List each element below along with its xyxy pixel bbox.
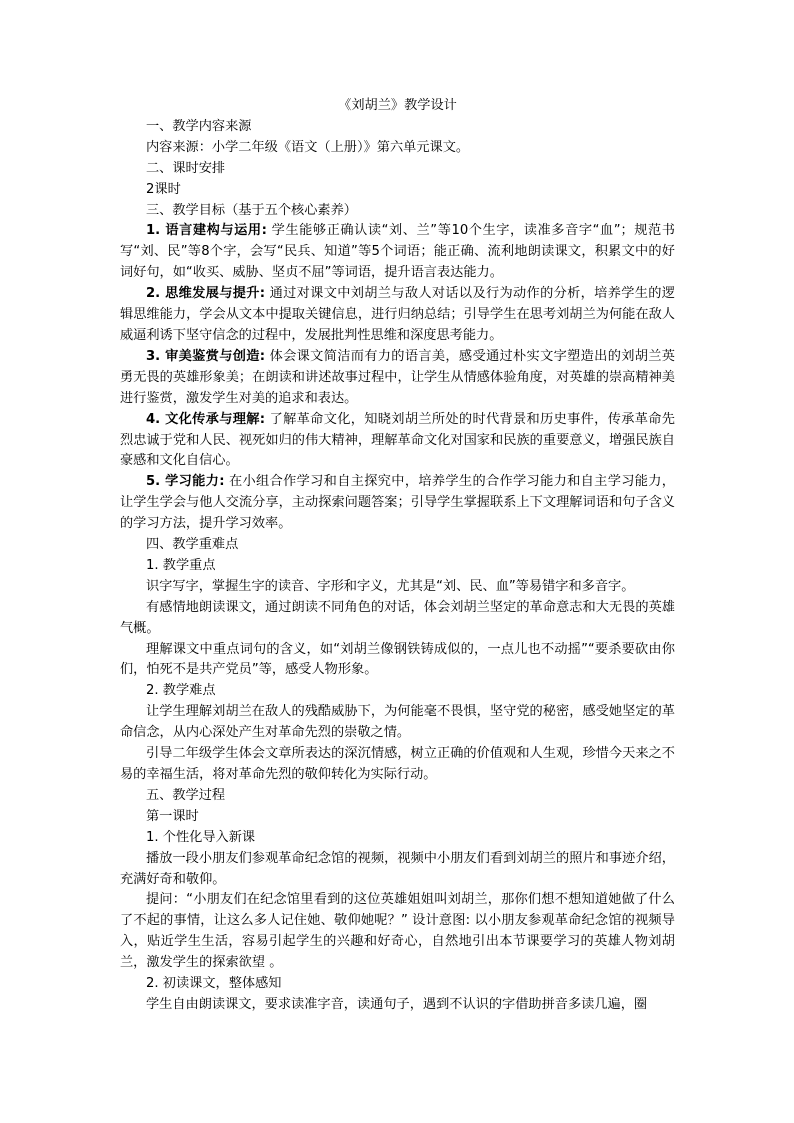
step-intro-video: 播放一段小朋友们参观革命纪念馆的视频，视频中小朋友们看到刘胡兰的照片和事迹介绍，充满好奇和敬仰。 xyxy=(120,850,675,887)
paragraph-focus-3: 理解课文中重点词句的含义，如“刘胡兰像钢铁铸成似的，一点儿也不动摇”“要杀要砍由你们，怕死不是共产党员”等，感受人物形象。 xyxy=(120,641,675,678)
document-body xyxy=(120,96,675,1016)
goal-learning-lead: 5. 学习能力: xyxy=(146,474,225,490)
step-reading-heading: 2. 初读课文，整体感知 xyxy=(146,976,282,992)
heading-process: 五、教学过程 xyxy=(146,787,226,803)
subheading-difficulty: 2. 教学难点 xyxy=(146,683,216,699)
goal-language-lead: 1. 语言建构与运用: xyxy=(146,223,267,239)
goal-thinking-lead: 2. 思维发展与提升: xyxy=(146,286,266,302)
goal-aesthetic: 3. 审美鉴赏与创造: 体会课文简洁而有力的语言美，感受通过朴实文字塑造出的刘胡兰英勇无畏的英雄形象美；在朗读和讲述故事过程中，让学生从情感体验角度，对英雄的崇高精神美进行鉴赏，激发学生对美的追求和表达。 xyxy=(120,348,675,406)
subheading-focus: 1. 教学重点 xyxy=(146,557,216,573)
heading-goals: 三、教学目标（基于五个核心素养） xyxy=(146,202,357,218)
paragraph-focus-2: 有感情地朗读课文，通过朗读不同角色的对话，体会刘胡兰坚定的革命意志和大无畏的英雄气概。 xyxy=(120,599,675,636)
goal-learning: 5. 学习能力: 在小组合作学习和自主探究中，培养学生的合作学习能力和自主学习能力，让学生学会与他人交流分享，主动探索问题答案；引导学生掌握联系上下文理解词语和句子含义的学习方法，提升学习效率。 xyxy=(120,474,675,532)
goal-language: 1. 语言建构与运用: 学生能够正确认读“刘、兰”等10个生字，读准多音字“血”；规范书写“刘、民”等8个字，会写“民兵、知道”等5个词语；能正确、流利地朗读课文，积累文中的好词好句，如“收买、威胁、坚贞不屈”等词语，提升语言表达能力。 xyxy=(120,223,675,281)
step-intro-question: 提问：“小朋友们在纪念馆里看到的这位英雄姐姐叫刘胡兰，那你们想不想知道她做了什么了不起的事情，让这么多人记住她、敬仰她呢？” 设计意图: 以小朋友参观革命纪念馆的视频导入，贴近学生生活，容易引起学生的兴趣和好奇心，自然地引出本节课要学习的英雄人物刘胡兰，激发学生的探索欲望 。 xyxy=(120,892,675,971)
paragraph-schedule: 2课时 xyxy=(146,181,181,197)
heading-schedule: 二、课时安排 xyxy=(146,160,226,176)
goal-culture: 4. 文化传承与理解: 了解革命文化，知晓刘胡兰所处的时代背景和历史事件，传承革命先烈忠诚于党和人民、视死如归的伟大精神，理解革命文化对国家和民族的重要意义，增强民族自豪感和文化自信心。 xyxy=(120,411,675,469)
goal-thinking: 2. 思维发展与提升: 通过对课文中刘胡兰与敌人对话以及行为动作的分析，培养学生的逻辑思维能力，学会从文本中提取关键信息，进行归纳总结；引导学生在思考刘胡兰为何能在敌人威逼利诱下坚守信念的过程中，发展批判性思维和深度思考能力。 xyxy=(120,286,675,343)
goal-culture-lead: 4. 文化传承与理解: xyxy=(146,411,266,427)
heading-source: 一、教学内容来源 xyxy=(146,118,252,134)
paragraph-difficulty-1: 让学生理解刘胡兰在敌人的残酷威胁下，为何能毫不畏惧，坚守党的秘密，感受她坚定的革命信念，从内心深处产生对革命先烈的崇敬之情。 xyxy=(120,704,675,741)
goal-aesthetic-lead: 3. 审美鉴赏与创造: xyxy=(146,348,266,364)
step-intro-heading: 1. 个性化导入新课 xyxy=(146,829,256,845)
paragraph-focus-1: 识字写字，掌握生字的读音、字形和字义，尤其是“刘、民、血”等易错字和多音字。 xyxy=(146,578,635,594)
paragraph-source: 内容来源：小学二年级《语文（上册）》第六单元课文。 xyxy=(146,139,470,155)
subheading-lesson-1: 第一课时 xyxy=(146,808,199,824)
heading-key-points: 四、教学重难点 xyxy=(146,537,239,553)
document-title: 《刘胡兰》教学设计 xyxy=(338,98,457,113)
step-reading-text: 学生自由朗读课文，要求读准字音，读通句子，遇到不认识的字借助拼音多读几遍，圈 xyxy=(146,996,648,1012)
paragraph-difficulty-2: 引导二年级学生体会文章所表达的深沉情感，树立正确的价值观和人生观，珍惜今天来之不易的幸福生活，将对革命先烈的敬仰转化为实际行动。 xyxy=(120,746,675,782)
